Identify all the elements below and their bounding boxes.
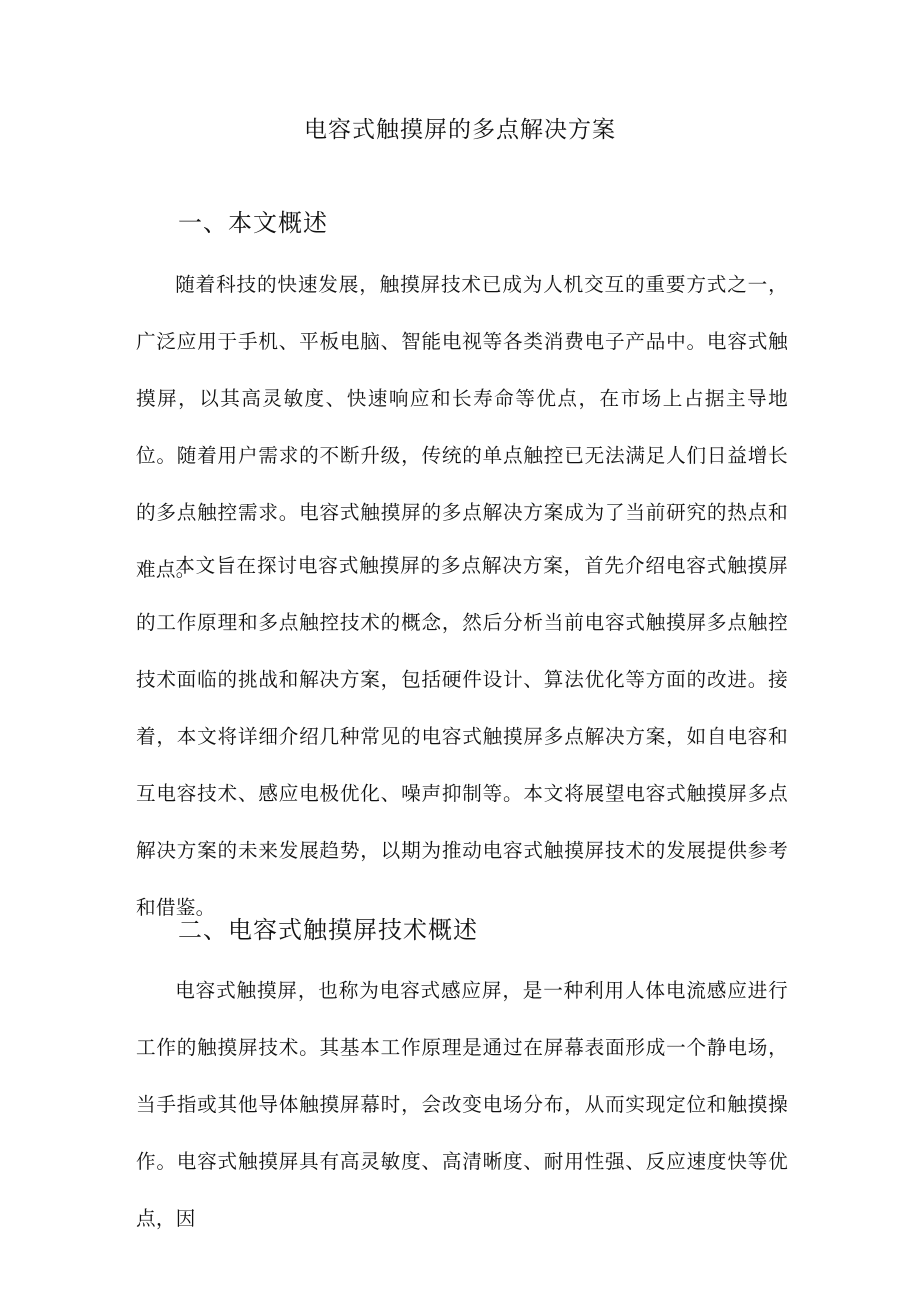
paragraph: 随着科技的快速发展，触摸屏技术已成为人机交互的重要方式之一，广泛应用于手机、平板电脑、智能电视等各类消费电子产品中。电容式触摸屏，以其高灵敏度、快速响应和长寿命等优点，在市场上占据主导地位。随着用户需求的不断升级，传统的单点触控已无法满足人们日益增长的多点触控需求。电容式触摸屏的多点解决方案成为了当前研究的热点和难点。 [136, 273, 788, 581]
document-title: 电容式触摸屏的多点解决方案 [304, 117, 616, 143]
paragraph: 本文旨在探讨电容式触摸屏的多点解决方案，首先介绍电容式触摸屏的工作原理和多点触控技术的概念，然后分析当前电容式触摸屏多点触控技术面临的挑战和解决方案，包括硬件设计、算法优化等方面的改进。接着，本文将详细介绍几种常见的电容式触摸屏多点解决方案，如自电容和互电容技术、感应电极优化、噪声抑制等。本文将展望电容式触摸屏多点解决方案的未来发展趋势，以期为推动电容式触摸屏技术的发展提供参考和借鉴。 [136, 554, 788, 919]
section-heading-capacitive-technology: 二、电容式触摸屏技术概述 [178, 916, 478, 944]
paragraph: 电容式触摸屏，也称为电容式感应屏，是一种利用人体电流感应进行工作的触摸屏技术。其基本工作原理是通过在屏幕表面形成一个静电场，当手指或其他导体触摸屏幕时，会改变电场分布，从而实现定位和触摸操作。电容式触摸屏具有高灵敏度、高清晰度、耐用性强、反应速度快等优点，因 [136, 979, 788, 1230]
section-heading-overview: 一、本文概述 [178, 209, 328, 237]
